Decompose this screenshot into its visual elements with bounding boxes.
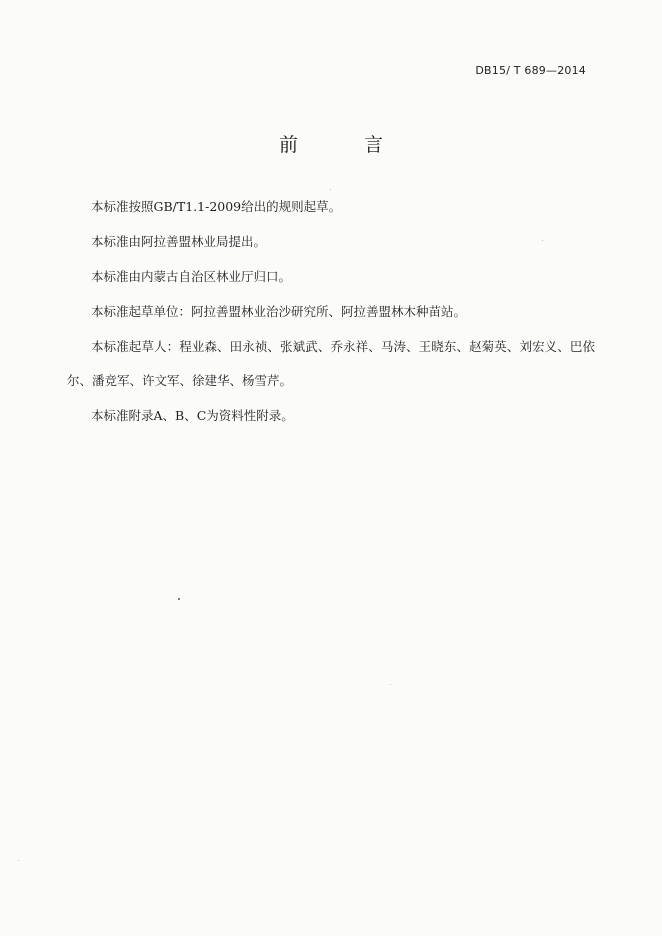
paragraph-proposer: 本标准由阿拉善盟林业局提出。 <box>91 234 267 249</box>
scan-speck <box>178 598 180 600</box>
foreword-body <box>67 198 595 442</box>
scan-speck <box>542 240 543 241</box>
document-code: DB15/ T 689—2014 <box>475 64 586 77</box>
scan-speck <box>18 860 19 861</box>
page-title: 前 言 <box>278 134 414 156</box>
scan-speck <box>390 684 391 685</box>
paragraph-drafting-units: 本标准起草单位：阿拉善盟林业治沙研究所、阿拉善盟林木种苗站。 <box>91 304 467 319</box>
paragraph-drafters: 本标准起草人：程业森、田永祯、张斌武、乔永祥、马涛、王晓东、赵菊英、刘宏义、巴依尔、潘竞军、许文军、徐建华、杨雪芹。 <box>67 339 595 388</box>
paragraph-appendices: 本标准附录A、B、C为资料性附录。 <box>91 408 294 423</box>
paragraph-centralized-unit: 本标准由内蒙古自治区林业厅归口。 <box>91 269 292 284</box>
scan-speck <box>330 189 331 190</box>
paragraph-drafting-rules: 本标准按照GB/T1.1-2009给出的规则起草。 <box>91 199 342 214</box>
